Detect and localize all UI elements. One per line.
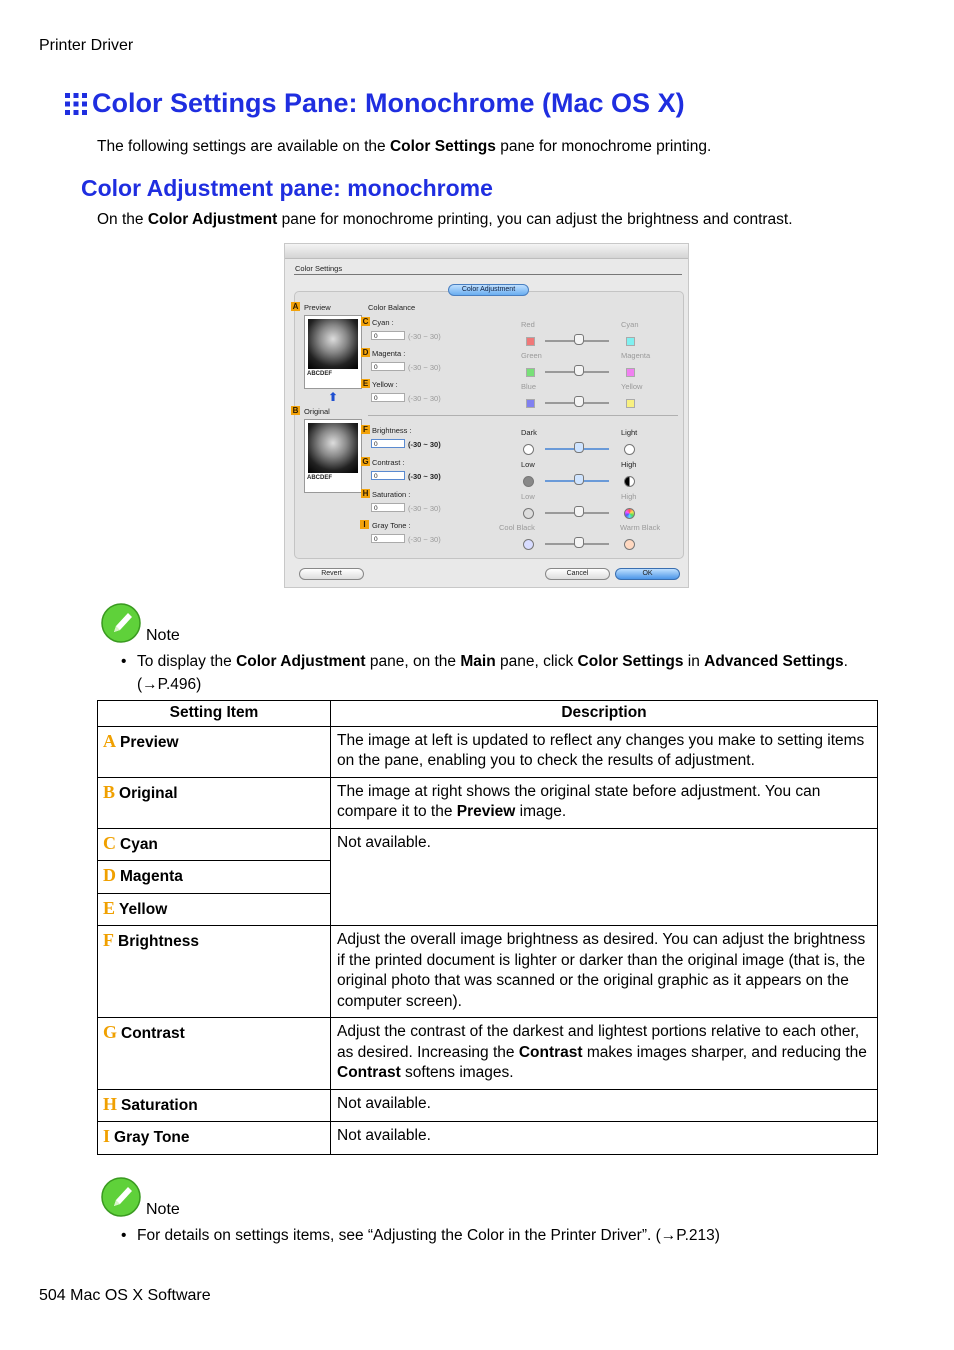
tab-color-adjustment[interactable]: Color Adjustment xyxy=(448,284,529,296)
row-label: Cyan : xyxy=(372,318,394,327)
saturation-high-icon xyxy=(624,508,635,519)
slider-left-label: Dark xyxy=(521,428,537,437)
setting-item-cell xyxy=(98,828,331,861)
table-row xyxy=(98,1122,878,1155)
description-cell: The image at left is updated to reflect any changes you make to setting items on the pane, enabling you to check the results of adjustment. xyxy=(331,726,878,777)
slider-thumb[interactable] xyxy=(574,442,584,453)
dialog-screenshot xyxy=(284,243,689,588)
table-row xyxy=(98,828,878,861)
slider-left-label: Green xyxy=(521,351,542,360)
table-header-row xyxy=(98,701,878,727)
value-field[interactable]: 0 xyxy=(371,439,405,448)
divider xyxy=(294,274,682,275)
cancel-button[interactable]: Cancel xyxy=(545,568,610,580)
row-letter: G xyxy=(362,457,369,466)
color-swatch-left xyxy=(526,368,535,377)
value-field[interactable]: 0 xyxy=(371,331,405,340)
description-cell: Adjust the contrast of the darkest and lightest portions relative to each other, as desired. Increasing the Contrast makes images sharper, and reducing the Contrast softens images. xyxy=(331,1018,878,1090)
value-field[interactable]: 0 xyxy=(371,362,405,371)
sample-text: ABCDEF xyxy=(307,371,332,377)
slider-right-label: Cyan xyxy=(621,320,639,329)
item-letter: E xyxy=(103,897,116,918)
setting-item-cell xyxy=(98,1089,331,1122)
setting-item-cell xyxy=(98,926,331,1018)
running-header: Printer Driver xyxy=(39,37,134,54)
setting-item-cell xyxy=(98,726,331,777)
item-name: Yellow xyxy=(119,900,168,918)
window-titlebar xyxy=(285,244,688,259)
range-text: (-30 ~ 30) xyxy=(408,332,441,341)
arrow-up-icon: ⬆ xyxy=(328,390,339,404)
section-title: Color Adjustment pane: monochrome xyxy=(81,175,493,201)
setting-item-cell xyxy=(98,893,331,926)
window-label: Color Settings xyxy=(295,264,343,273)
table-row xyxy=(98,926,878,1018)
pencil-note-icon xyxy=(100,1176,142,1218)
value-field[interactable]: 0 xyxy=(371,393,405,402)
slider-left-label: Low xyxy=(521,460,535,469)
warm-black-icon xyxy=(624,539,635,550)
row-letter: H xyxy=(362,489,369,498)
item-name: Gray Tone xyxy=(114,1129,190,1146)
color-balance-label: Color Balance xyxy=(368,303,416,312)
row-letter: D xyxy=(362,348,369,357)
item-name: Brightness xyxy=(118,933,199,950)
description-cell: The image at right shows the original state before adjustment. You can compare it to the Preview image. xyxy=(331,777,878,828)
item-name: Preview xyxy=(120,733,179,751)
value-field[interactable]: 0 xyxy=(371,503,405,512)
setting-item-cell xyxy=(98,1122,331,1155)
row-label: Magenta : xyxy=(372,349,406,358)
row-label: Saturation : xyxy=(372,490,411,499)
color-swatch-right xyxy=(626,368,635,377)
range-text: (-30 ~ 30) xyxy=(408,504,441,513)
revert-button[interactable]: Revert xyxy=(299,568,364,580)
range-text: (-30 ~ 30) xyxy=(408,363,441,372)
preview-label: Preview xyxy=(304,303,331,312)
item-letter: A xyxy=(103,730,116,751)
item-letter: H xyxy=(103,1093,118,1114)
table-row xyxy=(98,1089,878,1122)
slider-right-label: High xyxy=(621,492,637,501)
range-text: (-30 ~ 30) xyxy=(408,472,441,481)
color-swatch-left xyxy=(526,337,535,346)
row-letter: I xyxy=(360,520,369,529)
cool-black-icon xyxy=(523,539,534,550)
settings-table xyxy=(97,700,878,1155)
note-label: Note xyxy=(146,1201,180,1218)
label-b: B xyxy=(292,406,299,415)
row-label: Yellow : xyxy=(372,380,398,389)
row-label: Brightness : xyxy=(372,426,412,435)
slider-left-label: Red xyxy=(521,320,535,329)
item-name: Magenta xyxy=(120,868,183,885)
item-letter: C xyxy=(103,832,116,853)
slider-right-label: Yellow xyxy=(621,382,643,391)
item-name: Contrast xyxy=(121,1025,185,1042)
sun-dark-icon xyxy=(523,444,534,455)
slider-thumb[interactable] xyxy=(574,365,584,376)
grid-bullet-icon xyxy=(64,92,88,116)
range-text: (-30 ~ 30) xyxy=(408,394,441,403)
slider-left-label: Blue xyxy=(521,382,537,391)
description-cell: Not available. xyxy=(331,828,878,926)
setting-item-cell xyxy=(98,1018,331,1090)
note-label: Note xyxy=(146,627,180,644)
value-field[interactable]: 0 xyxy=(371,534,405,543)
table-row xyxy=(98,1018,878,1090)
note-text: To display the Color Adjustment pane, on the Main pane, click Color Settings in Advanced Settings. xyxy=(137,653,848,670)
item-letter: F xyxy=(103,930,114,950)
page-footer: 504 Mac OS X Software xyxy=(39,1287,211,1304)
saturation-low-icon xyxy=(523,508,534,519)
page-title-text: Color Settings Pane: Monochrome (Mac OS X) xyxy=(92,88,685,118)
column-header: Description xyxy=(331,701,878,727)
sample-text-original: ABCDEF xyxy=(307,475,332,481)
original-image xyxy=(304,419,362,493)
sun-light-icon xyxy=(624,444,635,455)
item-letter: D xyxy=(103,865,116,885)
item-name: Original xyxy=(119,784,178,802)
setting-item-cell xyxy=(98,861,331,894)
color-swatch-right xyxy=(626,399,635,408)
slider-left-label: Cool Black xyxy=(499,523,535,532)
row-letter: C xyxy=(362,317,369,326)
slider-thumb[interactable] xyxy=(574,537,584,548)
row-letter: E xyxy=(362,379,369,388)
slider-right-label: Warm Black xyxy=(620,523,661,532)
item-letter: I xyxy=(103,1126,111,1146)
contrast-high-icon xyxy=(624,476,635,487)
row-label: Gray Tone : xyxy=(372,521,411,530)
note-text: For details on settings items, see “Adjusting the Color in the Printer Driver”. (→P.213) xyxy=(137,1227,720,1244)
slider-right-label: Light xyxy=(621,428,638,437)
intro-paragraph: The following settings are available on the Color Settings pane for monochrome printing. xyxy=(97,138,712,155)
slider-thumb[interactable] xyxy=(574,334,584,345)
description-cell: Not available. xyxy=(331,1089,878,1122)
item-name: Cyan xyxy=(120,835,158,853)
slider-right-label: High xyxy=(621,460,637,469)
description-cell: Not available. xyxy=(331,1122,878,1155)
original-label: Original xyxy=(304,407,330,416)
pencil-note-icon xyxy=(100,602,142,644)
setting-item-cell xyxy=(98,777,331,828)
row-letter: F xyxy=(361,425,370,434)
slider-left-label: Low xyxy=(521,492,535,501)
section-intro: On the Color Adjustment pane for monochrome printing, you can adjust the brightness and contrast. xyxy=(97,211,793,228)
item-letter: G xyxy=(103,1022,118,1042)
section-divider xyxy=(368,415,678,416)
value-field[interactable]: 0 xyxy=(371,471,405,480)
range-text: (-30 ~ 30) xyxy=(408,440,441,449)
item-name: Saturation xyxy=(121,1096,198,1114)
note-page-ref: (→P.496) xyxy=(137,676,202,693)
slider-right-label: Magenta xyxy=(621,351,651,360)
page-title xyxy=(64,88,685,119)
row-label: Contrast : xyxy=(372,458,405,467)
column-header: Setting Item xyxy=(98,701,331,727)
slider-thumb[interactable] xyxy=(574,474,584,485)
item-letter: B xyxy=(103,781,116,802)
table-row xyxy=(98,777,878,828)
contrast-low-icon xyxy=(523,476,534,487)
ok-button[interactable]: OK xyxy=(615,568,680,580)
preview-image xyxy=(304,315,362,389)
description-cell: Adjust the overall image brightness as desired. You can adjust the brightness if the printed document is lighter or darker than the original image (that is, the original photo that was scanned or the original graphic as it appears on the computer screen). xyxy=(331,926,878,1018)
table-row xyxy=(98,726,878,777)
color-swatch-right xyxy=(626,337,635,346)
slider-thumb[interactable] xyxy=(574,396,584,407)
range-text: (-30 ~ 30) xyxy=(408,535,441,544)
label-a: A xyxy=(292,302,299,311)
slider-thumb[interactable] xyxy=(574,506,584,517)
color-swatch-left xyxy=(526,399,535,408)
